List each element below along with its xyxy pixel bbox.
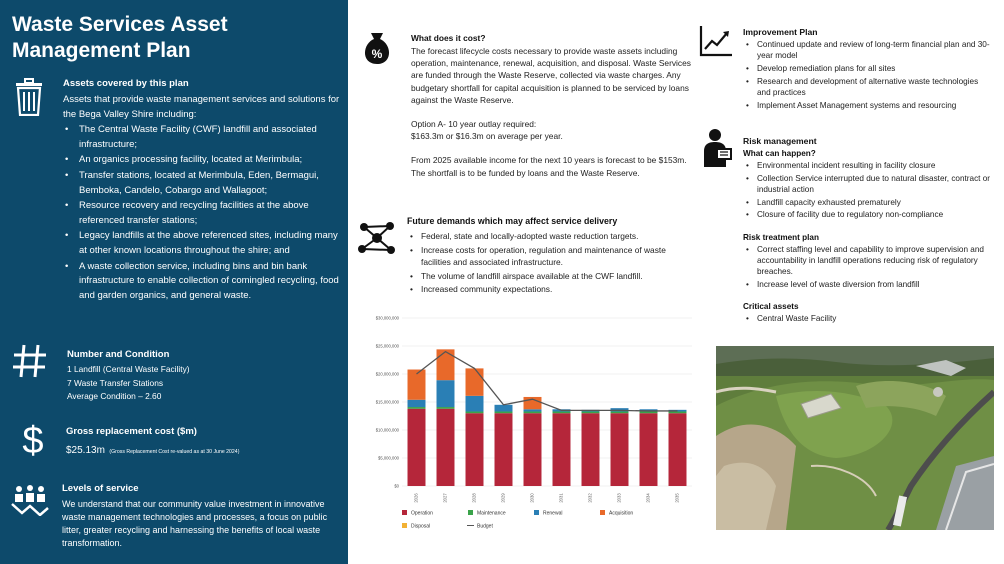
condition-line: 7 Waste Transfer Stations	[67, 377, 164, 388]
x-tick-label: 2033	[616, 493, 622, 503]
legend-label: Renewal	[543, 510, 563, 517]
risk-section	[743, 136, 993, 326]
improvement-section	[743, 27, 993, 112]
assets-heading: Assets covered by this plan	[63, 78, 189, 89]
x-tick-label: 2031	[558, 493, 564, 503]
list-item: • Environmental incident resulting in facility closure	[743, 160, 993, 171]
x-tick-label: 2026	[413, 493, 419, 503]
condition-line: Average Condition – 2.60	[67, 391, 162, 402]
service-section	[62, 483, 344, 550]
bar-maintenance	[524, 412, 542, 414]
assets-list	[63, 123, 343, 303]
y-tick-label: $30,000,000	[375, 315, 399, 321]
aerial-landfill-photo	[716, 346, 994, 530]
network-icon	[356, 219, 398, 262]
list-item: • Develop remediation plans for all sites	[743, 63, 993, 74]
legend-label: Disposal	[411, 523, 431, 530]
bar-maintenance	[611, 412, 629, 414]
list-item: • Collection Service interrupted due to natural disaster, contract or industrial action	[743, 173, 993, 196]
dollar-icon	[18, 417, 48, 466]
y-tick-label: $10,000,000	[375, 427, 399, 433]
list-item: • Continued update and review of long-term financial plan and 30-year model	[743, 39, 993, 62]
bar-operation	[553, 413, 571, 486]
y-tick-label: $15,000,000	[375, 399, 399, 405]
risk-sub-critical: Critical assets	[743, 302, 799, 312]
x-tick-label: 2027	[442, 493, 448, 503]
risk-list-1	[743, 160, 993, 221]
bar-maintenance	[582, 412, 600, 414]
legend-swatch	[402, 510, 407, 515]
svg-text:%: %	[371, 47, 383, 61]
y-tick-label: $20,000,000	[375, 371, 399, 377]
bar-operation	[669, 413, 687, 486]
bar-operation	[495, 413, 513, 486]
list-item: • Legacy landfills at the above referenced sites, including many at other known locations throughout the shire; and	[63, 229, 343, 258]
replacement-note: (Gross Replacement Cost re-valued as at 30 June 2024)	[109, 449, 240, 455]
legend-swatch	[402, 523, 407, 528]
bar-operation	[582, 413, 600, 486]
legend-swatch	[600, 510, 605, 515]
bar-acquisition	[466, 368, 484, 395]
condition-line: 1 Landfill (Central Waste Facility)	[67, 364, 190, 374]
x-tick-label: 2028	[471, 493, 477, 503]
list-item: • Central Waste Facility	[743, 313, 993, 324]
service-heading: Levels of service	[62, 483, 139, 494]
bar-maintenance	[553, 412, 571, 414]
replacement-value: $25.13m	[66, 445, 105, 456]
list-item: • A waste collection service, including bins and bin bank infrastructure to enable collection of comingled recycling, food and garden organics, and general waste.	[63, 260, 343, 304]
left-panel	[0, 0, 348, 564]
legend-label: Operation	[411, 510, 433, 517]
x-tick-label: 2035	[674, 493, 680, 503]
legend-swatch	[534, 510, 539, 515]
list-item: • Resource recovery and recycling facilities at the above referenced transfer stations;	[63, 199, 343, 228]
trend-chart-icon	[698, 24, 734, 63]
bar-operation	[466, 413, 484, 486]
hash-icon	[12, 343, 48, 384]
list-item: • Closure of facility due to regulatory non-compliance	[743, 209, 993, 220]
cost-heading: What does it cost?	[411, 33, 486, 43]
bar-renewal	[466, 396, 484, 412]
x-tick-label: 2030	[529, 493, 535, 503]
list-item: • An organics processing facility, located at Merimbula;	[63, 153, 343, 168]
condition-heading: Number and Condition	[67, 349, 170, 360]
bar-operation	[611, 413, 629, 486]
list-item: • The Central Waste Facility (CWF) landfill and associated infrastructure;	[63, 123, 343, 152]
y-tick-label: $25,000,000	[375, 343, 399, 349]
svg-text:$: $	[22, 420, 44, 461]
bar-renewal	[495, 405, 513, 412]
lifecycle-cost-chart	[360, 308, 700, 540]
risk-list-3	[743, 313, 993, 324]
future-list	[407, 230, 697, 296]
assets-intro: Assets that provide waste management services and solutions for the Bega Valley Shire including:	[63, 94, 340, 120]
legend-label: Maintenance	[477, 510, 506, 517]
x-tick-label: 2032	[587, 493, 593, 503]
assets-section	[63, 78, 343, 304]
x-tick-label: 2034	[645, 493, 651, 503]
list-item: • Implement Asset Management systems and resourcing	[743, 100, 993, 111]
risk-heading: Risk management	[743, 136, 817, 146]
bar-operation	[524, 413, 542, 486]
future-section	[407, 216, 697, 297]
x-tick-label: 2029	[500, 493, 506, 503]
service-text: We understand that our community value investment in innovative waste management technologies and processes, a focus on public litter, greater recycling and harnessing the benefits of local waste transformation.	[62, 499, 328, 548]
replacement-heading: Gross replacement cost ($m)	[66, 426, 197, 437]
list-item: • Research and development of alternative waste technologies and practices	[743, 76, 993, 99]
bar-operation	[437, 409, 455, 486]
list-item: • Increased community expectations.	[407, 283, 697, 295]
bar-maintenance	[669, 412, 687, 414]
y-tick-label: $0	[394, 483, 399, 489]
bar-operation	[408, 409, 426, 486]
cost-para-2a: Option A- 10 year outlay required:	[411, 119, 537, 130]
y-tick-label: $5,000,000	[378, 455, 399, 461]
risk-sub-what: What can happen?	[743, 149, 816, 158]
bar-maintenance	[437, 407, 455, 409]
bar-acquisition	[408, 370, 426, 400]
condition-section	[67, 349, 337, 404]
future-heading: Future demands which may affect service delivery	[407, 216, 618, 226]
bar-renewal	[408, 400, 426, 407]
list-item: • Increase level of waste diversion from landfill	[743, 279, 993, 290]
cost-para-1: The forecast lifecycle costs necessary to provide waste assets including operation, maintenance, renewal, acquisition, and disposal. Waste Services are funded through the Waste Reserve, collected via waste charges. Any budgetary shortfall for capital acquisition is planned to be serviced by loans against the Waste Reserve.	[411, 46, 691, 105]
risk-list-2	[743, 244, 993, 291]
cost-para-2b: $163.3m or $16.3m on average per year.	[411, 131, 563, 142]
cost-section	[411, 33, 691, 179]
cost-para-3: From 2025 available income for the next 10 years is forecast to be $153m. The shortfall is to be funded by loans and the Waste Reserve.	[411, 155, 687, 178]
chart-svg	[360, 308, 700, 540]
list-item: • Increase costs for operation, regulation and maintenance of waste facilities and associated infrastructure.	[407, 244, 697, 268]
bar-maintenance	[408, 407, 426, 409]
replacement-section	[66, 426, 341, 458]
trash-bin-icon	[13, 78, 45, 121]
bar-maintenance	[466, 412, 484, 414]
list-item: • Correct staffing level and capability to improve supervision and accountability in landfill operations reducing risk of regulatory breaches.	[743, 244, 993, 278]
worker-icon	[701, 127, 735, 174]
improvement-heading: Improvement Plan	[743, 27, 818, 37]
people-chart-icon	[10, 484, 50, 521]
list-item: • Transfer stations, located at Merimbula, Eden, Bermagui, Bemboka, Candelo, Cobargo and Wallagoot;	[63, 169, 343, 198]
page-title: Waste Services Asset Management Plan	[12, 13, 228, 62]
replacement-value-row	[66, 440, 341, 458]
bar-maintenance	[495, 412, 513, 414]
list-item: • Federal, state and locally-adopted waste reduction targets.	[407, 230, 697, 242]
list-item: • Landfill capacity exhausted prematurely	[743, 197, 993, 208]
bar-renewal	[437, 380, 455, 407]
legend-label: Acquisition	[609, 510, 634, 517]
legend-label: Budget	[477, 523, 493, 530]
bar-renewal	[524, 409, 542, 411]
bar-operation	[640, 413, 658, 486]
bar-maintenance	[640, 412, 658, 414]
legend-swatch	[468, 510, 473, 515]
bar-acquisition	[437, 349, 455, 380]
money-bag-icon	[360, 30, 394, 71]
improvement-list	[743, 39, 993, 111]
risk-sub-treatment: Risk treatment plan	[743, 232, 819, 242]
list-item: • The volume of landfill airspace available at the CWF landfill.	[407, 270, 697, 282]
